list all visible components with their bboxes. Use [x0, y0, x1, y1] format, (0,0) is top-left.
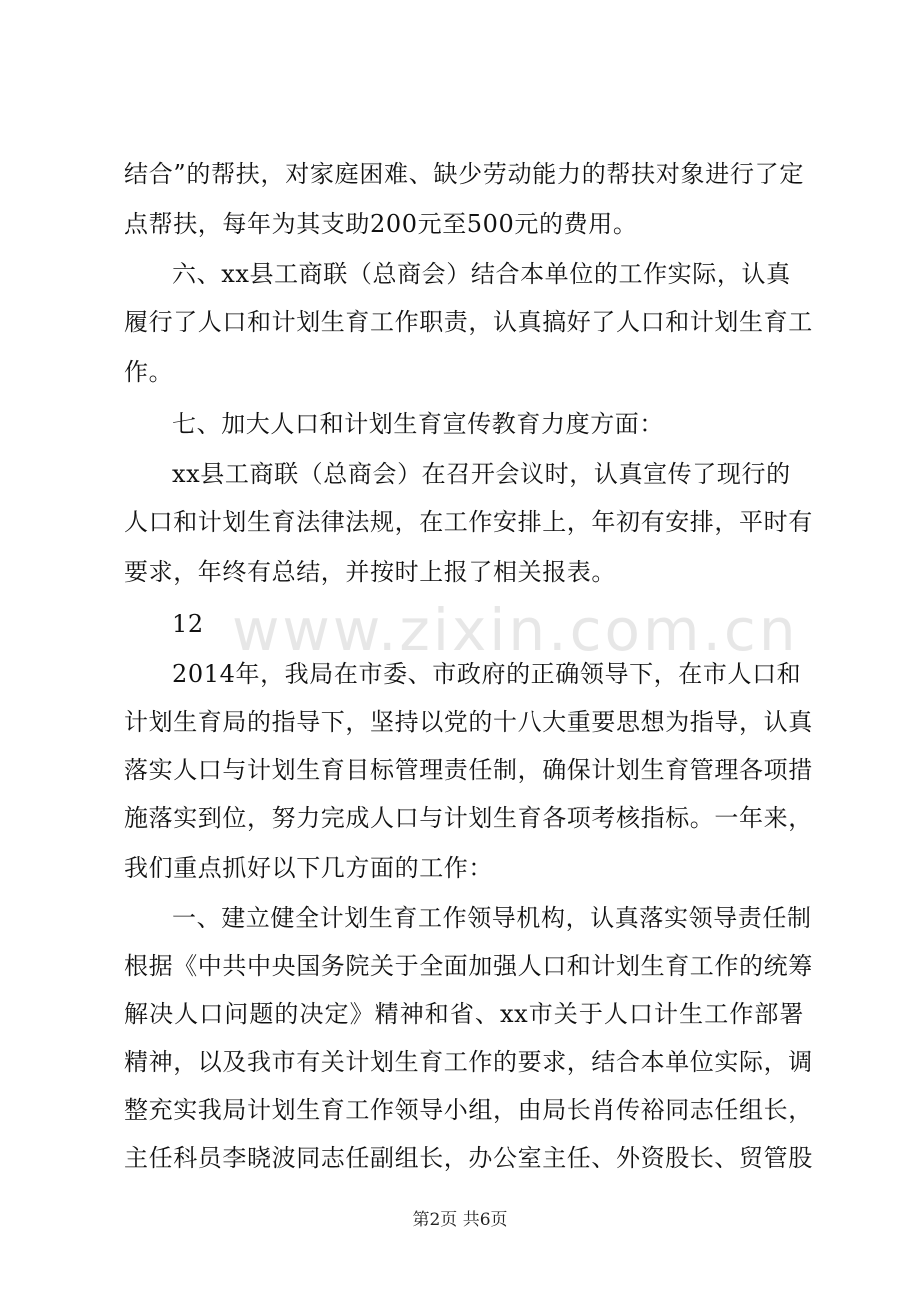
- document-body: [124, 150, 813, 1182]
- text-line: 六、xx县工商联（总商会）结合本单位的工作实际，认真: [172, 260, 791, 288]
- text-line: 计划生育局的指导下，坚持以党的十八大重要思想为指导，认真: [124, 708, 813, 736]
- text-line: 2014年，我局在市委、市政府的正确领导下，在市人口和: [172, 660, 802, 688]
- text-line: 作。: [124, 358, 174, 386]
- text-line: 人口和计划生育法律法规，在工作安排上，年初有安排，平时有: [124, 508, 813, 536]
- text-line: 主任科员李晓波同志任副组长，办公室主任、外资股长、贸管股: [124, 1144, 813, 1172]
- text-line: 精神，以及我市有关计划生育工作的要求，结合本单位实际，调: [124, 1048, 813, 1076]
- text-line: 落实人口与计划生育目标管理责任制，确保计划生育管理各项措: [124, 756, 813, 784]
- text-line: 12: [172, 610, 204, 638]
- text-line: 结合”的帮扶，对家庭困难、缺少劳动能力的帮扶对象进行了定: [124, 160, 804, 188]
- watermark: www.zixin.com.cn: [232, 596, 799, 664]
- section-heading: 七、加大人口和计划生育宣传教育力度方面：: [172, 410, 664, 438]
- text-line: 解决人口问题的决定》精神和省、xx市关于人口计生工作部署: [124, 1000, 804, 1028]
- text-line: 要求，年终有总结，并按时上报了相关报表。: [124, 558, 616, 586]
- text-line: 我们重点抓好以下几方面的工作：: [124, 854, 493, 882]
- text-line: xx县工商联（总商会）在召开会议时，认真宣传了现行的: [172, 460, 791, 488]
- text-line: 整充实我局计划生育工作领导小组，由局长肖传裕同志任组长，: [124, 1096, 813, 1124]
- text-line: 施落实到位，努力完成人口与计划生育各项考核指标。一年来，: [124, 804, 813, 832]
- text-line: 点帮扶，每年为其支助200元至500元的费用。: [124, 210, 638, 238]
- text-line: 履行了人口和计划生育工作职责，认真搞好了人口和计划生育工: [124, 308, 813, 336]
- section-heading: 一、建立健全计划生育工作领导机构，认真落实领导责任制: [172, 904, 812, 932]
- page-footer: 第2页 共6页: [412, 1210, 508, 1230]
- text-line: 根据《中共中央国务院关于全面加强人口和计划生育工作的统筹: [124, 952, 813, 980]
